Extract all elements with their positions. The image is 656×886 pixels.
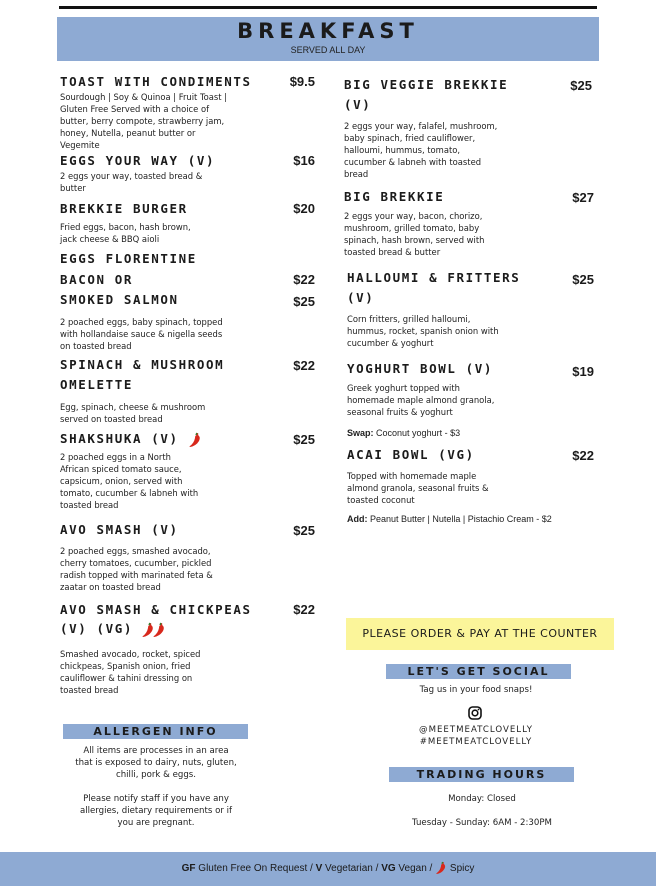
item-desc-yoghurt-bowl: Greek yoghurt topped with homemade maple almond granola, seasonal fruits & yoghurt — [347, 383, 495, 417]
item-desc-brekkie-burger: Fried eggs, bacon, hash brown, jack cheese & BBQ aioli — [60, 222, 191, 244]
item-title-avo-chickpeas-1: AVO SMASH & CHICKPEAS — [60, 602, 252, 617]
allergen-info-text: All items are processes in an area that is exposed to dairy, nuts, gluten, chilli, pork & eggs. Please notify staff if you have any allergies, dietary requirements or if you are pregnant. — [75, 746, 237, 828]
add-note: Add: Peanut Butter | Nutella | Pistachio Cream - $2 — [347, 514, 552, 524]
item-title-smoked-salmon: SMOKED SALMON — [60, 292, 179, 307]
item-price-brekkie-burger: $20 — [293, 201, 315, 216]
chili-icon — [435, 860, 447, 876]
hours-tue-sun: Tuesday - Sunday: 6AM - 2:30PM — [412, 818, 552, 828]
item-price-acai-bowl: $22 — [572, 448, 594, 463]
item-desc-shakshuka: 2 poached eggs in a North African spiced tomato sauce, capsicum, onion, served with tomato, cucumber & labneh with toasted bread — [60, 452, 199, 510]
header-band — [57, 17, 599, 61]
order-text: PLEASE ORDER & PAY AT THE COUNTER — [362, 627, 598, 640]
item-price-big-veggie: $25 — [570, 78, 592, 93]
item-desc-big-veggie: 2 eggs your way, falafel, mushroom, baby spinach, fried cauliflower, halloumi, hummus, tomato, cucumber & labneh with toasted bread — [344, 121, 498, 179]
item-price-yoghurt-bowl: $19 — [572, 364, 594, 379]
hours-monday: Monday: Closed — [448, 794, 516, 804]
social-tagline: Tag us in your food snaps! — [419, 685, 533, 695]
item-price-toast: $9.5 — [289, 74, 315, 89]
item-title-shakshuka: SHAKSHUKA (V) — [60, 429, 202, 449]
item-title-halloumi-2: (V) — [347, 290, 375, 305]
item-desc-big-brekkie: 2 eggs your way, bacon, chorizo, mushroom, grilled tomato, baby spinach, hash brown, served with toasted bread & butter — [344, 211, 485, 257]
item-desc-avo-smash: 2 poached eggs, smashed avocado, cherry tomatoes, cucumber, pickled radish topped with marinated feta & zaatar on toasted bread — [60, 546, 213, 592]
swap-note: Swap: Coconut yoghurt - $3 — [347, 428, 461, 438]
item-title-halloumi-1: HALLOUMI & FRITTERS — [347, 270, 521, 285]
item-title-omelette-2: OMELETTE — [60, 377, 134, 392]
item-title-big-veggie-1: BIG VEGGIE BREKKIE — [344, 77, 509, 92]
item-title-brekkie-burger: BREKKIE BURGER — [60, 201, 188, 216]
allergen-title: ALLERGEN INFO — [63, 724, 248, 739]
chili-icon — [142, 622, 166, 638]
item-price-omelette: $22 — [293, 358, 315, 373]
page-subtitle: SERVED ALL DAY — [290, 45, 366, 55]
item-price-bacon: $22 — [293, 272, 315, 287]
item-desc-halloumi: Corn fritters, grilled halloumi, hummus, rocket, spanish onion with cucumber & yoghurt — [347, 314, 499, 348]
item-title-avo-chickpeas-2: (V) (VG) — [60, 619, 166, 639]
item-price-big-brekkie: $27 — [572, 190, 594, 205]
item-title-avo-smash: AVO SMASH (V) — [60, 522, 179, 537]
top-rule — [59, 6, 597, 9]
social-title: LET'S GET SOCIAL — [386, 664, 571, 679]
item-desc-toast: Sourdough | Soy & Quinoa | Fruit Toast | Gluten Free Served with a choice of butter, berry compote, strawberry jam, honey, Nutella, peanut butter or Vegemite — [60, 92, 228, 150]
item-desc-acai-bowl: Topped with homemade maple almond granola, seasonal fruits & toasted coconut — [347, 471, 489, 505]
item-title-yoghurt-bowl: YOGHURT BOWL (V) — [347, 361, 494, 376]
item-title-big-brekkie: BIG BREKKIE — [344, 189, 445, 204]
hours-title: TRADING HOURS — [389, 767, 574, 782]
item-price-halloumi: $25 — [572, 272, 594, 287]
item-desc-omelette: Egg, spinach, cheese & mushroom served on toasted bread — [60, 402, 206, 424]
page-title: BREAKFAST — [237, 19, 419, 43]
item-title-eggs-florentine: EGGS FLORENTINE — [60, 251, 197, 266]
item-price-avo-chickpeas: $22 — [293, 602, 315, 617]
item-desc-eggs-florentine: 2 poached eggs, baby spinach, topped with hollandaise sauce & nigella seeds on toasted bread — [60, 317, 223, 351]
item-title-omelette-1: SPINACH & MUSHROOM — [60, 357, 225, 372]
social-hashtag: #MEETMEATCLOVELLY — [419, 737, 533, 747]
footer-legend — [0, 852, 656, 886]
item-title-acai-bowl: ACAI BOWL (VG) — [347, 447, 475, 462]
legend-text: GF Gluten Free On Request / V Vegetarian / VG Vegan / Spicy — [0, 852, 656, 886]
social-handle[interactable]: @MEETMEATCLOVELLY — [418, 725, 533, 735]
chili-icon — [188, 432, 202, 448]
item-title-toast: TOAST WITH CONDIMENTS — [60, 74, 252, 89]
instagram-icon[interactable] — [468, 705, 482, 719]
item-price-avo-smash: $25 — [293, 523, 315, 538]
item-desc-avo-chickpeas: Smashed avocado, rocket, spiced chickpeas, Spanish onion, fried cauliflower & tahini dressing on toasted bread — [60, 649, 201, 695]
item-price-shakshuka: $25 — [293, 432, 315, 447]
item-price-eggs-your-way: $16 — [293, 153, 315, 168]
item-price-smoked-salmon: $25 — [293, 294, 315, 309]
item-desc-eggs-your-way: 2 eggs your way, toasted bread & butter — [60, 171, 203, 193]
item-title-eggs-your-way: EGGS YOUR WAY (V) — [60, 153, 216, 168]
item-title-bacon-or: BACON OR — [60, 272, 134, 287]
item-title-big-veggie-2: (V) — [344, 97, 372, 112]
order-banner — [346, 618, 614, 650]
